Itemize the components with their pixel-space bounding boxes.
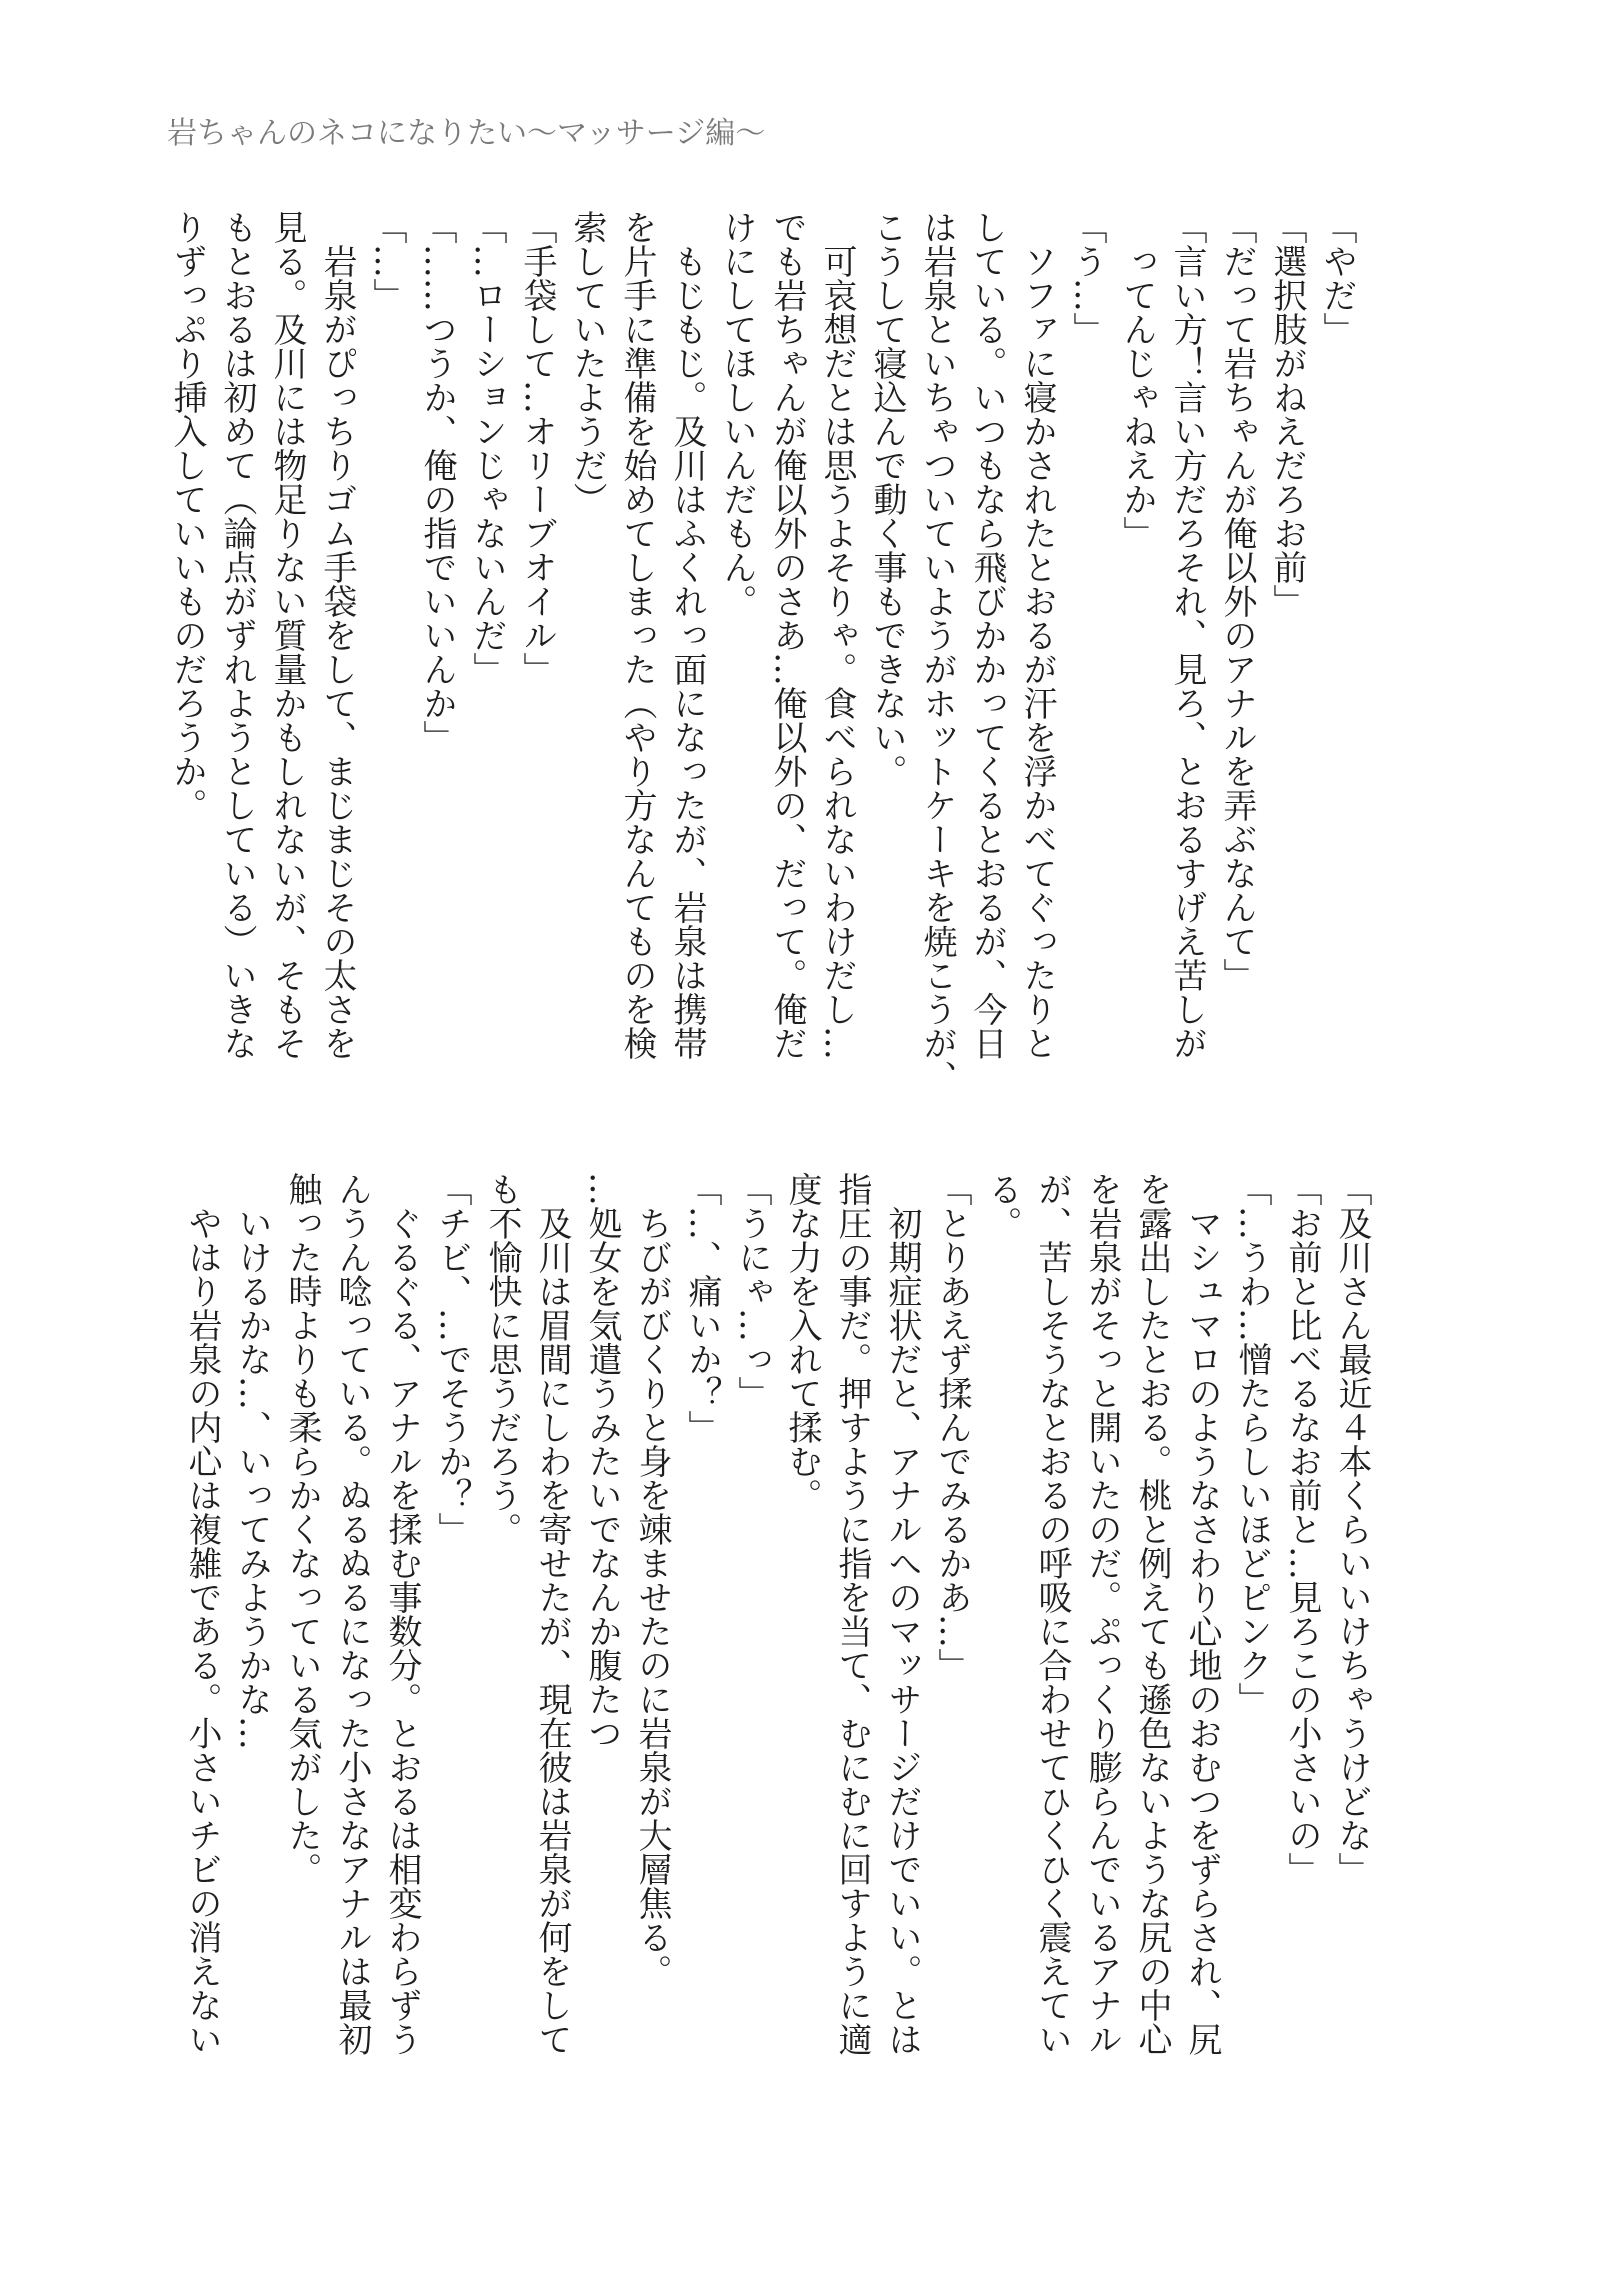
text-column: 岩泉がぴっちりゴム手袋をして、まじまじその太さを <box>317 210 357 1060</box>
text-column: 触った時よりも柔らかくなっている気がした。 <box>282 1172 322 1886</box>
text-column: を片手に準備を始めてしまった（やり方なんてものを検 <box>617 210 657 1060</box>
text-column: りずっぷり挿入していいものだろうか。 <box>167 210 207 822</box>
text-column: ソファに寝かされたとおるが汗を浮かべてぐったりと <box>1017 210 1057 1060</box>
text-column: ぐるぐる、アナルを揉む事数分。とおるは相変わらずう <box>382 1172 422 2056</box>
text-column: 「…」 <box>367 210 407 312</box>
text-column: 「選択肢がねえだろお前」 <box>1267 210 1307 618</box>
text-column: もとおるは初めて（論点がずれようとしている）いきな <box>217 210 257 1060</box>
text-column: を岩泉がそっと開いたのだ。ぷっくり膨らんでいるアナル <box>1082 1172 1122 2056</box>
text-column: 「…ローションじゃないんだ」 <box>467 210 507 686</box>
text-column: も不愉快に思うだろう。 <box>482 1172 522 1546</box>
text-column: 見る。及川には物足りない質量かもしれないが、そもそ <box>267 210 307 1060</box>
text-column: を露出したとおる。桃と例えても遜色ないような尻の中心 <box>1132 1172 1172 2056</box>
text-column: 「…うわ…憎たらしいほどピンク」 <box>1232 1172 1272 1716</box>
text-column: 「……つうか、俺の指でいいんか」 <box>417 210 457 754</box>
text-column: 可哀想だとは思うよそりゃ。食べられないわけだし… <box>817 210 857 1060</box>
text-column: 初期症状だと、アナルへのマッサージだけでいい。とは <box>882 1172 922 2056</box>
text-column: している。いつもなら飛びかかってくるとおるが、今日 <box>967 210 1007 1060</box>
text-column: 度な力を入れて揉む。 <box>782 1172 822 1512</box>
text-column: いけるかな…、いってみようかな… <box>232 1172 272 1750</box>
text-column: 及川は眉間にしわを寄せたが、現在彼は岩泉が何をして <box>532 1172 572 2056</box>
text-column: マシュマロのようなさわり心地のおむつをずらされ、尻 <box>1182 1172 1222 2056</box>
text-column: もじもじ。及川はふくれっ面になったが、岩泉は携帯 <box>667 210 707 1060</box>
text-column: 指圧の事だ。押すように指を当て、むにむに回すように適 <box>832 1172 872 2056</box>
text-column: 「う…」 <box>1067 210 1107 346</box>
text-column: やはり岩泉の内心は複雑である。小さいチビの消えない <box>182 1172 222 2056</box>
text-column: 「やだ」 <box>1317 210 1357 346</box>
text-column: ちびがびくりと身を竦ませたのに岩泉が大層焦る。 <box>632 1172 672 1988</box>
text-column: 「うにゃ…っ」 <box>732 1172 772 1410</box>
lower-text-block <box>177 1172 1377 2056</box>
text-column: …処女を気遣うみたいでなんか腹たつ <box>582 1172 622 1750</box>
text-column: でも岩ちゃんが俺以外のさあ…俺以外の、だって。俺だ <box>767 210 807 1060</box>
text-column: んうん唸っている。ぬるぬるになった小さなアナルは最初 <box>332 1172 372 2056</box>
text-column: 「チビ、…でそうか？」 <box>432 1172 472 1546</box>
text-column: けにしてほしいんだもん。 <box>717 210 757 618</box>
text-column: 「言い方！言い方だろそれ、見ろ、とおるすげえ苦しが <box>1167 210 1207 1060</box>
text-column: が、苦しそうなとおるの呼吸に合わせてひくひく震えてい <box>1032 1172 1072 2056</box>
text-column: 「お前と比べるなお前と…見ろこの小さいの」 <box>1282 1172 1322 1886</box>
text-column: は岩泉といちゃついていようがホットケーキを焼こうが、 <box>917 210 957 1094</box>
text-column: 「だって岩ちゃんが俺以外のアナルを弄ぶなんて」 <box>1217 210 1257 992</box>
text-column: 「及川さん最近４本くらいいけちゃうけどな」 <box>1332 1172 1372 1886</box>
text-column: 「とりあえず揉んでみるかあ…」 <box>932 1172 972 1682</box>
running-header-title: 岩ちゃんのネコになりたい〜マッサージ編〜 <box>167 116 766 151</box>
text-column: 「手袋して…オリーブオイル」 <box>517 210 557 686</box>
text-column: 索していたようだ） <box>567 210 607 516</box>
text-column: こうして寝込んで動く事もできない。 <box>867 210 907 788</box>
text-column: ってんじゃねえか」 <box>1117 210 1157 550</box>
text-column: る。 <box>982 1172 1022 1240</box>
text-column: 「…、痛いか？」 <box>682 1172 722 1444</box>
upper-text-block <box>162 210 1362 1094</box>
